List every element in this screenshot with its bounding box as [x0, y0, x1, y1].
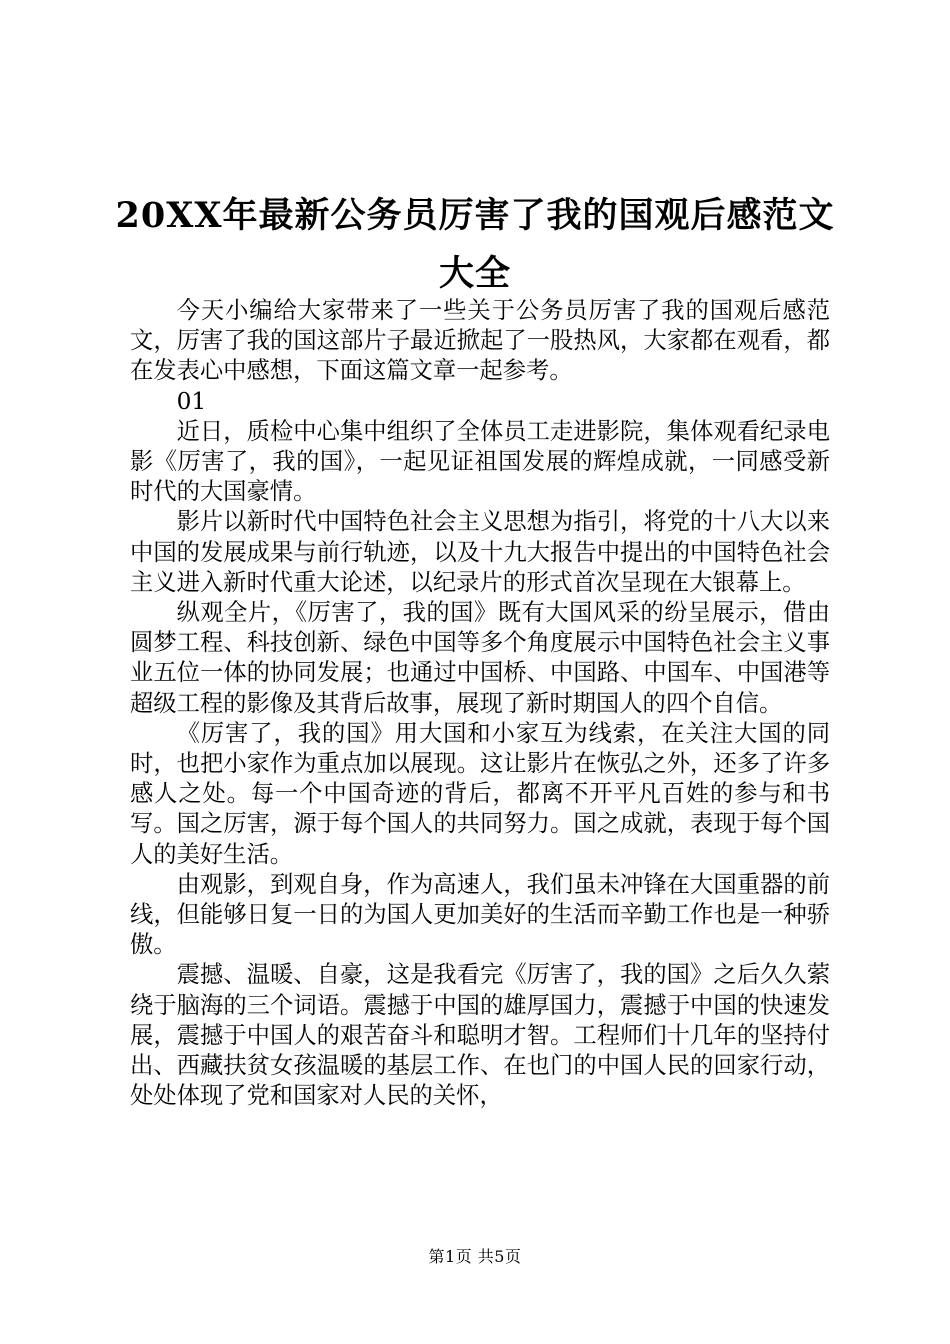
- paragraph: 影片以新时代中国特色社会主义思想为指引，将党的十八大以来中国的发展成果与前行轨迹，以及十九大报告中提出的中国特色社会主义进入新时代重大论述，以纪录片的形式首次呈现在大银幕上。: [130, 508, 830, 596]
- document-title-continued: 大全: [438, 253, 511, 294]
- paragraph: 纵观全片，《厉害了，我的国》既有大国风采的纷呈展示，借由圆梦工程、科技创新、绿色中国等多个角度展示中国特色社会主义事业五位一体的协同发展；也通过中国桥、中国路、中国车、中国港等超级工程的影像及其背后故事，展现了新时期国人的四个自信。: [130, 599, 830, 717]
- paragraph: 由观影，到观自身，作为高速人，我们虽未冲锋在大国重器的前线，但能够日复一日的为国人更加美好的生活而辛勤工作也是一种骄傲。: [130, 870, 830, 959]
- document-body: [130, 296, 830, 1111]
- paragraph-intro: 今天小编给大家带来了一些关于公务员厉害了我的国观后感范文，厉害了我的国这部片子最近掀起了一股热风，大家都在观看，都在发表心中感想，下面这篇文章一起参考。: [130, 297, 830, 385]
- page-number-footer: 第1页 共5页: [428, 1247, 522, 1266]
- paragraph: 震撼、温暖、自豪，这是我看完《厉害了，我的国》之后久久萦绕于脑海的三个词语。震撼于中国的雄厚国力，震撼于中国的快速发展，震撼于中国人的艰苦奋斗和聪明才智。工程师们十几年的坚持付出、西藏扶贫女孩温暖的基层工作、在也门的中国人民的回家行动，处处体现了党和国家对人民的关怀，: [130, 961, 830, 1110]
- document-title: 20XX年最新公务员厉害了我的国观后感范文: [115, 195, 835, 236]
- paragraph: 近日，质检中心集中组织了全体员工走进影院，集体观看纪录电影《厉害了，我的国》，一起见证祖国发展的辉煌成就，一同感受新时代的大国豪情。: [130, 417, 830, 506]
- paragraph: 《厉害了，我的国》用大国和小家互为线索，在关注大国的同时，也把小家作为重点加以展现。这让影片在恢弘之外，还多了许多感人之处。每一个中国奇迹的背后，都离不开平凡百姓的参与和书写。国之厉害，源于每个国人的共同努力。国之成就，表现于每个国人的美好生活。: [130, 719, 830, 868]
- section-number: 01: [176, 387, 207, 415]
